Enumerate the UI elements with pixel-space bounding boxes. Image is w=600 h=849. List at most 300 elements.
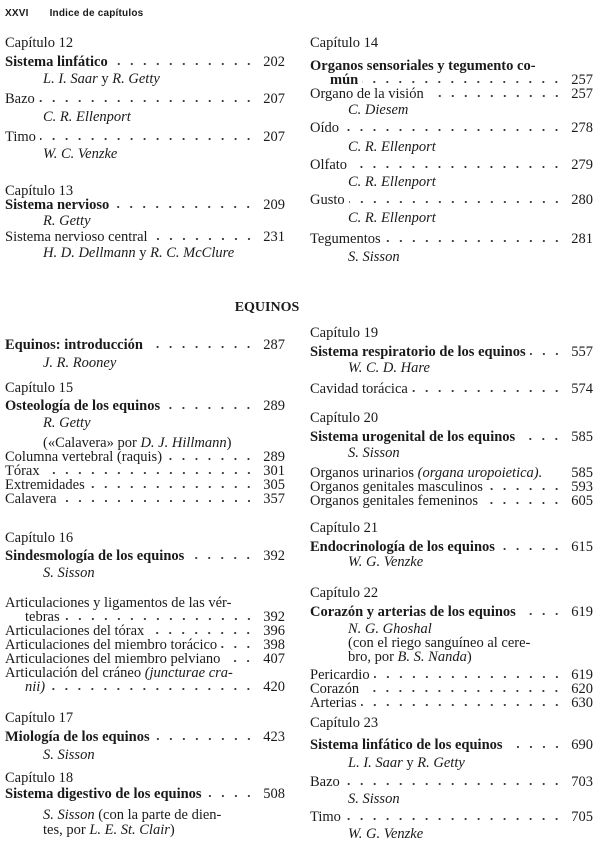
page-number-ref[interactable]: 620: [571, 681, 593, 697]
toc-column-right: [310, 0, 593, 849]
page-number-ref[interactable]: 281: [571, 231, 593, 247]
entry-label: [310, 466, 542, 480]
toc-entry[interactable]: [310, 682, 593, 696]
page-number-ref[interactable]: 207: [263, 129, 285, 145]
entry-label: [43, 808, 221, 822]
text-segment: Osteología de los equinos: [5, 398, 161, 414]
page-number-ref[interactable]: 593: [571, 479, 593, 495]
chapter-label: [310, 586, 593, 600]
dot-leader: [49, 681, 255, 691]
entry-label: [310, 668, 370, 682]
text-segment: Sistema linfático de los equinos: [310, 737, 503, 753]
toc-entry[interactable]: [310, 382, 593, 396]
toc-entry[interactable]: [5, 652, 285, 666]
text-segment: Sistema respiratorio de los equinos: [310, 344, 526, 360]
text-segment: Capítulo 16: [5, 530, 74, 546]
chapter-title-entry[interactable]: [5, 549, 285, 563]
entry-label: [348, 555, 423, 569]
entry-label: [43, 110, 131, 124]
italic-text: B. S. Nanda: [397, 649, 467, 665]
author-line: [5, 416, 285, 430]
toc-entry[interactable]: [310, 494, 593, 508]
page-number-ref[interactable]: 557: [571, 344, 593, 360]
italic-text: L. E. St. Clair: [89, 822, 170, 838]
page-number-ref[interactable]: 619: [571, 667, 593, 683]
toc-column-left: [5, 0, 285, 849]
page-number-ref[interactable]: 289: [263, 398, 285, 414]
entry-label: [5, 55, 108, 69]
text-segment: Capítulo 22: [310, 585, 379, 601]
text-segment: bro, por: [348, 649, 398, 665]
toc-entry[interactable]: [5, 624, 285, 638]
text-segment: Capítulo 18: [5, 770, 74, 786]
page-number-ref[interactable]: 574: [571, 381, 593, 397]
text-segment: Sistema urogenital de los equinos: [310, 429, 516, 445]
text-segment: Olfato: [310, 157, 348, 173]
page-number-ref[interactable]: 257: [571, 72, 593, 88]
text-segment: Organos genitales femeninos: [310, 493, 479, 509]
toc-entry[interactable]: [5, 130, 285, 144]
dot-leader: [152, 231, 255, 241]
entry-label: [310, 738, 503, 752]
dot-leader: [148, 625, 255, 635]
entry-label: [5, 638, 217, 652]
entry-label: [5, 184, 73, 198]
italic-text: S. Sisson: [348, 249, 400, 265]
chapter-title-text: [310, 59, 593, 73]
text-segment: Cavidad torácica: [310, 381, 408, 397]
entry-label: [5, 771, 73, 785]
dot-leader: [412, 383, 563, 393]
dot-leader: [530, 346, 563, 356]
text-segment: Sistema nervioso: [5, 197, 110, 213]
text-segment: Capítulo 12: [5, 35, 74, 51]
author-line: [5, 356, 285, 370]
chapter-title-entry[interactable]: [5, 787, 285, 801]
page-number-ref[interactable]: 619: [571, 604, 593, 620]
dot-leader: [520, 606, 563, 616]
entry-label: [310, 59, 536, 73]
entry-label: [43, 748, 95, 762]
entry-label: [310, 87, 424, 101]
author-line: [5, 214, 285, 228]
text-segment: Sistema nervioso central: [5, 229, 148, 245]
chapter-title-entry[interactable]: [310, 430, 593, 444]
author-line: [5, 72, 285, 86]
dot-leader: [147, 339, 255, 349]
entry-label: [310, 682, 359, 696]
page-number-ref[interactable]: 585: [571, 429, 593, 445]
text-segment: Capítulo 20: [310, 410, 379, 426]
dot-leader: [206, 788, 255, 798]
toc-entry[interactable]: [5, 464, 285, 478]
entry-label: [5, 230, 148, 244]
text-segment: Sistema digestivo de los equinos: [5, 786, 202, 802]
entry-label: [310, 121, 339, 135]
toc-entry[interactable]: [5, 492, 285, 506]
chapter-title-entry[interactable]: [5, 730, 285, 744]
toc-entry[interactable]: [5, 230, 285, 244]
entry-label: [5, 338, 143, 352]
dot-leader: [499, 541, 563, 551]
dot-leader: [385, 233, 563, 243]
author-line: [310, 756, 593, 770]
text-segment: Articulaciones del miembro pelviano: [5, 651, 221, 667]
entry-label: [43, 823, 175, 837]
entry-label: [43, 147, 117, 161]
dot-leader: [351, 159, 563, 169]
page-number-ref[interactable]: 357: [263, 491, 285, 507]
italic-text: L. I. Saar: [348, 755, 403, 771]
entry-label: [43, 566, 95, 580]
page-number-ref[interactable]: 257: [571, 86, 593, 102]
dot-leader: [361, 697, 563, 707]
chapter-label: [5, 184, 285, 198]
entry-label: [348, 361, 430, 375]
entry-label: [348, 211, 436, 225]
entry-label: [5, 381, 73, 395]
toc-entry[interactable]: [5, 478, 285, 492]
italic-text: (juncturae cra-: [144, 665, 233, 681]
page-number-ref[interactable]: 305: [263, 477, 285, 493]
entry-label: [5, 730, 150, 744]
entry-label: [5, 787, 202, 801]
dot-leader: [188, 550, 255, 560]
text-segment: Extremidades: [5, 477, 85, 493]
text-segment: Organos sensoriales y tegumento co-: [310, 58, 536, 74]
dot-leader: [89, 479, 255, 489]
running-title: Indice de capítulos: [49, 8, 144, 19]
text-segment: Arterias: [310, 695, 357, 711]
entry-label: [310, 810, 341, 824]
page-number-ref[interactable]: 703: [571, 774, 593, 790]
entry-label: [5, 464, 40, 478]
italic-text: R. Getty: [43, 213, 91, 229]
page-number-ref[interactable]: 278: [571, 120, 593, 136]
entry-label: [5, 666, 233, 680]
chapter-title-entry[interactable]: [310, 540, 593, 554]
text-segment: Capítulo 15: [5, 380, 74, 396]
italic-text: C. Diesem: [348, 102, 409, 118]
entry-label: [5, 92, 35, 106]
author-line: [310, 211, 593, 225]
text-segment: (con el riego sanguíneo al cere-: [348, 635, 531, 651]
author-line: [5, 110, 285, 124]
chapter-title-continuation[interactable]: [310, 73, 593, 87]
text-segment: Gusto: [310, 192, 345, 208]
text-segment: y: [97, 71, 113, 87]
italic-text: S. Sisson: [43, 807, 95, 823]
page-number-ref[interactable]: 690: [571, 737, 593, 753]
author-line: [310, 792, 593, 806]
entry-label: [310, 232, 381, 246]
italic-text: (organa uropoietica).: [417, 465, 543, 481]
page-number-ref[interactable]: 630: [571, 695, 593, 711]
text-segment: ): [169, 822, 175, 838]
page-number-ref[interactable]: 289: [263, 449, 285, 465]
entry-label: [25, 610, 60, 624]
entry-label: [5, 549, 184, 563]
entry-label: [43, 72, 160, 86]
toc-entry[interactable]: [310, 87, 593, 101]
chapter-label: [310, 521, 593, 535]
page-number-ref[interactable]: 423: [263, 729, 285, 745]
author-line: [310, 650, 593, 664]
dot-leader: [349, 194, 563, 204]
chapter-title-entry[interactable]: [5, 55, 285, 69]
text-segment: y: [135, 245, 151, 261]
chapter-label: [310, 716, 593, 730]
page-number-ref[interactable]: 279: [571, 157, 593, 173]
page-number-ref[interactable]: 392: [263, 609, 285, 625]
italic-text: C. R. Ellenport: [348, 210, 436, 226]
toc-entry[interactable]: [5, 450, 285, 464]
text-segment: (con la parte de dien-: [94, 807, 222, 823]
page-number-ref[interactable]: 287: [263, 337, 285, 353]
text-segment: Capítulo 23: [310, 715, 379, 731]
toc-entry-continuation[interactable]: [5, 680, 285, 694]
chapter-label: [5, 36, 285, 50]
text-segment: Organos urinarios: [310, 465, 418, 481]
entry-label: [310, 36, 378, 50]
chapter-title-entry[interactable]: [310, 738, 593, 752]
toc-entry-continuation[interactable]: [5, 610, 285, 624]
page-number-ref[interactable]: 605: [571, 493, 593, 509]
entry-label: [310, 326, 378, 340]
entry-label: [43, 356, 116, 370]
author-line: [310, 175, 593, 189]
entry-label: [43, 214, 91, 228]
author-line: [5, 147, 285, 161]
entry-label: [310, 605, 516, 619]
italic-text: W. C. Venzke: [43, 146, 118, 162]
italic-text: W. G. Venzke: [348, 826, 424, 842]
dot-leader: [113, 199, 255, 209]
page-number-ref[interactable]: 209: [263, 197, 285, 213]
entry-label: [5, 36, 73, 50]
toc-entry-text: [5, 596, 285, 610]
entry-label: [310, 480, 483, 494]
toc-entry[interactable]: [310, 810, 593, 824]
page-number-ref[interactable]: 407: [263, 651, 285, 667]
dot-leader: [64, 611, 255, 621]
text-segment: («Calavera» por: [43, 435, 141, 451]
text-segment: Tegumentos: [310, 231, 381, 247]
dot-leader: [166, 451, 255, 461]
toc-entry[interactable]: [310, 232, 593, 246]
italic-text: W. G. Venzke: [348, 554, 424, 570]
entry-label: [310, 540, 495, 554]
dot-leader: [164, 400, 255, 410]
entry-label: [5, 652, 220, 666]
chapter-title-entry[interactable]: [5, 338, 285, 352]
chapter-title-entry[interactable]: [310, 605, 593, 619]
text-segment: Organos genitales masculinos: [310, 479, 483, 495]
entry-label: [348, 140, 436, 154]
italic-text: nii): [25, 679, 46, 695]
text-segment: Sindesmología de los equinos: [5, 548, 185, 564]
italic-text: S. Sisson: [348, 791, 400, 807]
toc-entry[interactable]: [310, 158, 593, 172]
text-segment: Capítulo 13: [5, 183, 74, 199]
page-number-ref[interactable]: 508: [263, 786, 285, 802]
text-segment: Articulaciones del tórax: [5, 623, 145, 639]
chapter-label: [310, 36, 593, 50]
italic-text: S. Sisson: [43, 565, 95, 581]
entry-label: [348, 827, 423, 841]
page-number-ref[interactable]: 280: [571, 192, 593, 208]
toc-entry[interactable]: [310, 193, 593, 207]
section-heading: EQUINOS: [234, 300, 300, 315]
text-segment: Oído: [310, 120, 339, 136]
entry-label: [43, 436, 231, 450]
entry-label: [5, 596, 231, 610]
text-segment: Miología de los equinos: [5, 729, 150, 745]
chapter-label: [5, 711, 285, 725]
text-segment: Corazón: [310, 681, 360, 697]
entry-label: [5, 399, 160, 413]
page-number-ref[interactable]: 396: [263, 623, 285, 639]
page-number-ref[interactable]: 202: [263, 54, 285, 70]
toc-entry[interactable]: [310, 775, 593, 789]
chapter-label: [5, 771, 285, 785]
entry-label: [43, 416, 91, 430]
text-segment: Bazo: [310, 774, 340, 790]
entry-label: [310, 430, 515, 444]
author-line: [310, 622, 593, 636]
entry-label: [348, 103, 408, 117]
text-segment: tebras: [25, 609, 60, 625]
entry-label: [348, 250, 400, 264]
dot-leader: [154, 731, 255, 741]
dot-leader: [374, 669, 563, 679]
dot-leader: [61, 493, 255, 503]
dot-leader: [345, 811, 563, 821]
page-number-ref[interactable]: 301: [263, 463, 285, 479]
entry-label: [310, 586, 378, 600]
italic-text: L. I. Saar: [43, 71, 98, 87]
entry-label: [5, 624, 144, 638]
text-segment: tes, por: [43, 822, 90, 838]
dot-leader: [112, 56, 255, 66]
text-segment: Articulaciones y ligamentos de las vér-: [5, 595, 232, 611]
author-line: [5, 748, 285, 762]
page-number-ref[interactable]: 705: [571, 809, 593, 825]
italic-text: C. R. Ellenport: [43, 109, 131, 125]
toc-entry[interactable]: [5, 638, 285, 652]
italic-text: J. R. Rooney: [43, 355, 117, 371]
author-line: [310, 636, 593, 650]
entry-label: [348, 792, 400, 806]
entry-label: [310, 521, 378, 535]
entry-label: [310, 696, 357, 710]
text-segment: Endocrinología de los equinos: [310, 539, 495, 555]
entry-label: [348, 636, 530, 650]
dot-leader: [519, 431, 563, 441]
author-line: [310, 103, 593, 117]
entry-label: [5, 711, 73, 725]
entry-label: [310, 158, 347, 172]
page-number-ref[interactable]: 392: [263, 548, 285, 564]
entry-label: [348, 756, 465, 770]
text-segment: Bazo: [5, 91, 35, 107]
entry-label: [310, 345, 526, 359]
toc-entry[interactable]: [310, 696, 593, 710]
text-segment: Equinos: introducción: [5, 337, 143, 353]
dot-leader: [487, 481, 563, 491]
entry-label: [330, 73, 358, 87]
italic-text: R. Getty: [43, 415, 91, 431]
author-line: [310, 250, 593, 264]
author-line: [5, 823, 285, 837]
entry-label: [25, 680, 45, 694]
text-segment: y: [402, 755, 418, 771]
entry-label: [5, 130, 36, 144]
toc-entry[interactable]: [310, 466, 593, 480]
entry-label: [5, 450, 162, 464]
page-number-ref[interactable]: 398: [263, 637, 285, 653]
author-line: [310, 361, 593, 375]
entry-label: [43, 246, 234, 260]
chapter-title-entry[interactable]: [310, 345, 593, 359]
author-line: [310, 555, 593, 569]
italic-text: S. Sisson: [43, 747, 95, 763]
text-segment: Sistema linfático: [5, 54, 108, 70]
italic-text: D. J. Hillmann: [140, 435, 227, 451]
chapter-title-entry[interactable]: [5, 198, 285, 212]
toc-entry[interactable]: [310, 121, 593, 135]
page-number-ref[interactable]: 585: [571, 465, 593, 481]
entry-label: [348, 622, 432, 636]
dot-leader: [482, 495, 563, 505]
toc-entry[interactable]: [310, 480, 593, 494]
page-number-ref[interactable]: 207: [263, 91, 285, 107]
chapter-label: [5, 531, 285, 545]
page-number-ref[interactable]: 615: [571, 539, 593, 555]
entry-label: [310, 382, 408, 396]
page-number-ref[interactable]: 231: [263, 229, 285, 245]
dot-leader: [39, 93, 255, 103]
text-segment: Calavera: [5, 491, 57, 507]
text-segment: Articulaciones del miembro torácico: [5, 637, 218, 653]
dot-leader: [224, 653, 255, 663]
entry-label: [310, 193, 345, 207]
italic-text: R. C. McClure: [150, 245, 235, 261]
text-segment: Timo: [310, 809, 341, 825]
entry-label: [310, 775, 340, 789]
dot-leader: [44, 465, 255, 475]
entry-label: [5, 478, 85, 492]
italic-text: H. D. Dellmann: [43, 245, 136, 261]
author-line: [5, 566, 285, 580]
toc-entry[interactable]: [310, 668, 593, 682]
page-number-ref[interactable]: 420: [263, 679, 285, 695]
entry-label: [310, 716, 378, 730]
entry-label: [348, 650, 472, 664]
author-line: [5, 808, 285, 822]
text-segment: Capítulo 21: [310, 520, 379, 536]
text-segment: Pericardio: [310, 667, 370, 683]
author-line: [310, 827, 593, 841]
text-segment: mún: [330, 72, 359, 88]
toc-entry[interactable]: [5, 92, 285, 106]
dot-leader: [362, 74, 563, 84]
entry-label: [5, 198, 109, 212]
text-segment: Capítulo 14: [310, 35, 379, 51]
chapter-label: [5, 381, 285, 395]
chapter-title-entry[interactable]: [5, 399, 285, 413]
entry-label: [5, 531, 73, 545]
